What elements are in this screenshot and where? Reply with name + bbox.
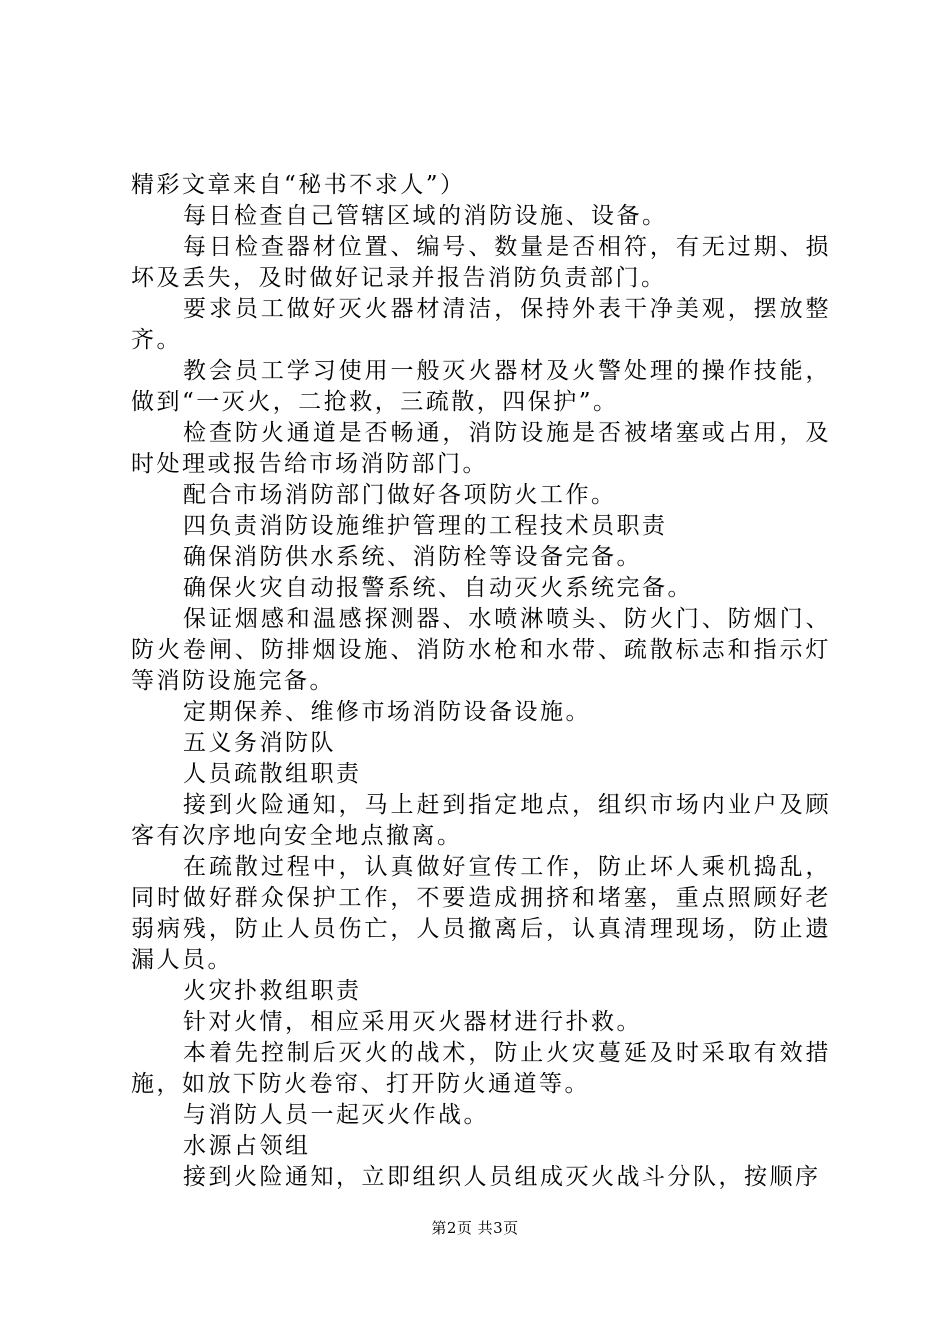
paragraph: 与消防人员一起灭火作战。	[183, 1102, 489, 1128]
paragraph: 配合市场消防部门做好各项防火工作。	[183, 482, 617, 508]
paragraph: 确保火灾自动报警系统、自动灭火系统完备。	[183, 575, 693, 601]
paragraph: 定期保养、维修市场消防设备设施。	[183, 699, 591, 725]
paragraph: 接到火险通知，马上赶到指定地点，组织市场内业户及顾客有次序地向安全地点撤离。	[131, 792, 831, 849]
section-heading: 五义务消防队	[183, 730, 336, 756]
paragraph: 接到火险通知，立即组织人员组成灭火战斗分队，按顺序	[183, 1164, 821, 1190]
subsection-heading: 火灾扑救组职责	[183, 978, 362, 1004]
subsection-heading: 水源占领组	[183, 1133, 311, 1159]
paragraph: 教会员工学习使用一般灭火器材及火警处理的操作技能，做到“一灭火，二抢救，三疏散，四保护”。	[131, 358, 831, 415]
paragraph: 保证烟感和温感探测器、水喷淋喷头、防火门、防烟门、防火卷闸、防排烟设施、消防水枪和水带、疏散标志和指示灯等消防设施完备。	[131, 606, 831, 694]
paragraph: 本着先控制后灭火的战术，防止火灾蔓延及时采取有效措施，如放下防火卷帘、打开防火通道等。	[131, 1040, 831, 1097]
section-heading: 四负责消防设施维护管理的工程技术员职责	[183, 513, 668, 539]
paragraph: 确保消防供水系统、消防栓等设备完备。	[183, 544, 642, 570]
paragraph: 在疏散过程中，认真做好宣传工作，防止坏人乘机捣乱，同时做好群众保护工作，不要造成拥挤和堵塞，重点照顾好老弱病残，防止人员伤亡，人员撤离后，认真清理现场，防止遗漏人员。	[131, 854, 831, 973]
paragraph: 精彩文章来自“秘书不求人”）	[131, 172, 466, 198]
paragraph: 针对火情，相应采用灭火器材进行扑救。	[183, 1009, 642, 1035]
paragraph: 要求员工做好灭火器材清洁，保持外表干净美观，摆放整齐。	[131, 296, 831, 353]
paragraph: 检查防火通道是否畅通，消防设施是否被堵塞或占用，及时处理或报告给市场消防部门。	[131, 420, 831, 477]
page-number-footer: 第2页 共3页	[431, 1219, 519, 1237]
document-body	[131, 170, 831, 1193]
paragraph: 每日检查器材位置、编号、数量是否相符，有无过期、损坏及丢失，及时做好记录并报告消防负责部门。	[131, 234, 831, 291]
subsection-heading: 人员疏散组职责	[183, 761, 362, 787]
paragraph: 每日检查自己管辖区域的消防设施、设备。	[183, 203, 668, 229]
